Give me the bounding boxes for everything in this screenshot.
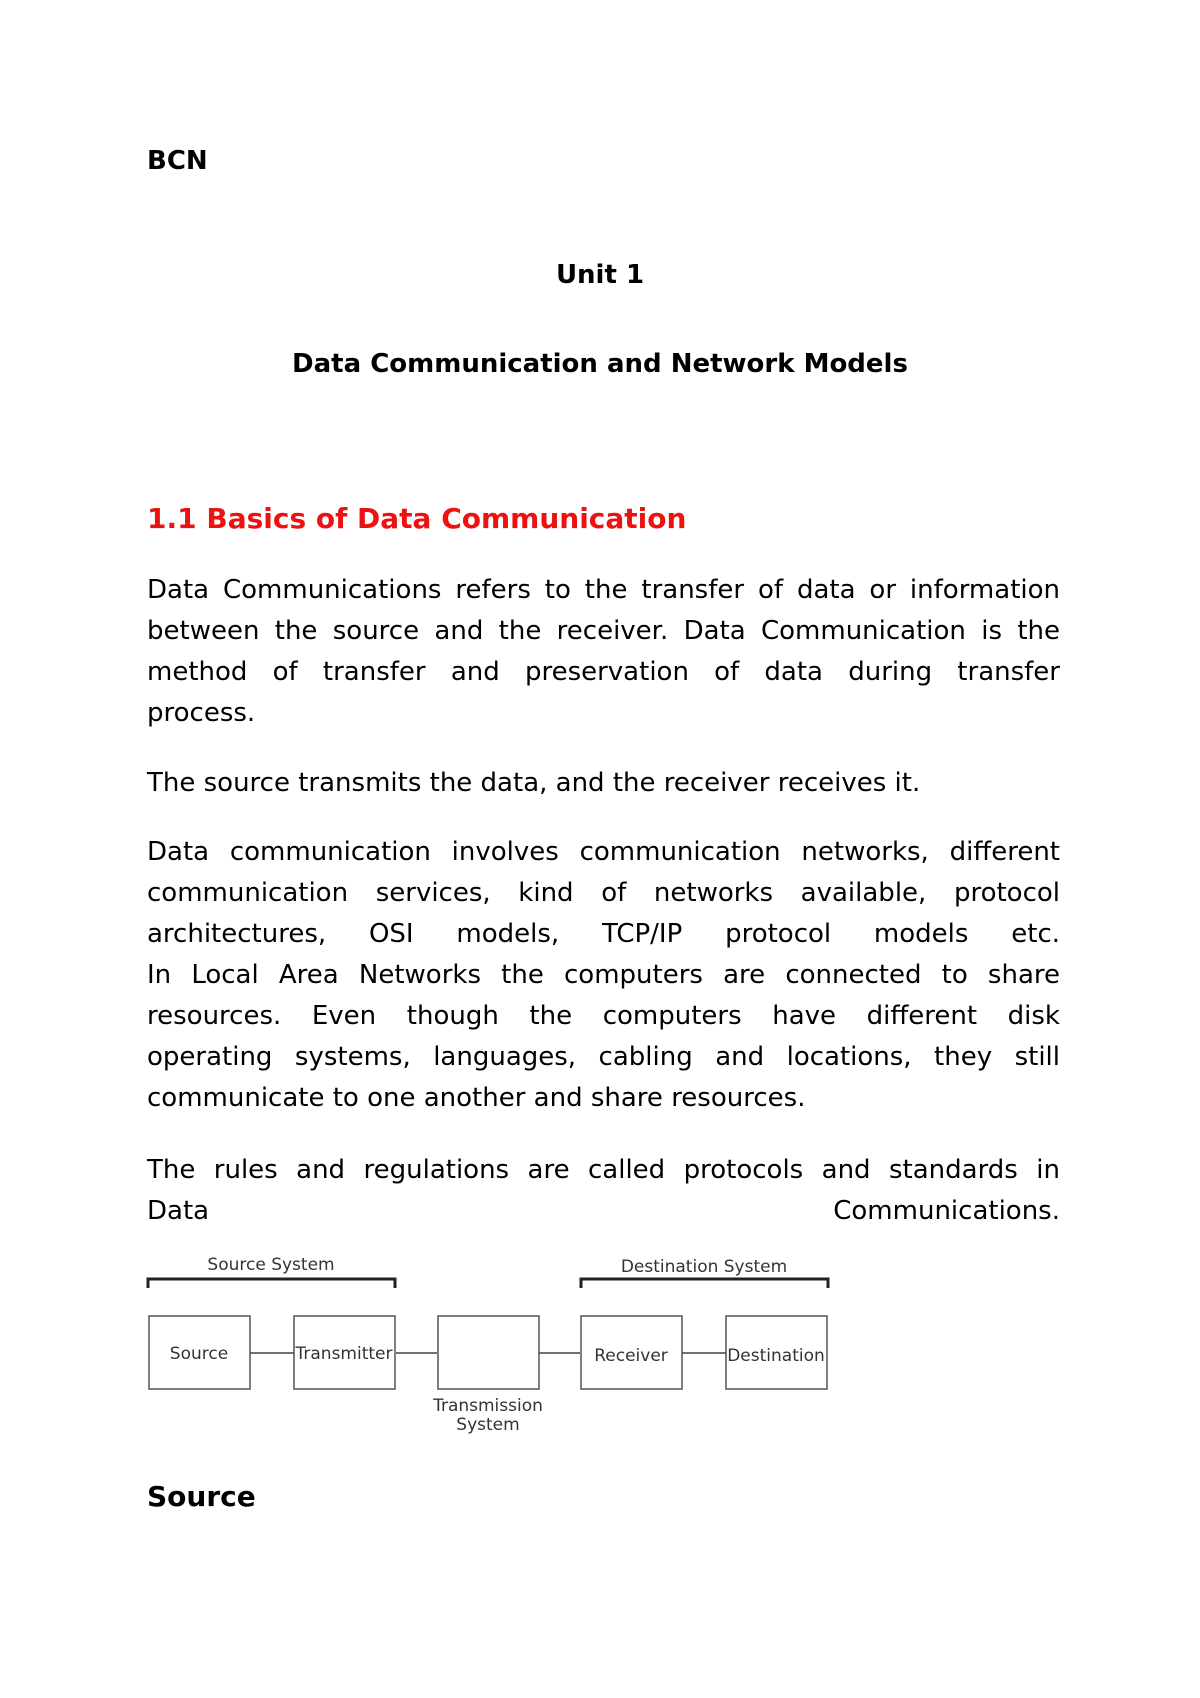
course-code: BCN [147,146,208,176]
paragraph-line: architectures, OSI models, TCP/IP protocol models etc. [147,919,1060,949]
paragraph-line: Data communication involves communication networks, different [147,837,1060,867]
paragraph-line: The rules and regulations are called protocols and standards in [147,1155,1060,1185]
paragraph-line: communicate to one another and share resources. [147,1083,806,1113]
paragraph-line: Data Communications refers to the transfer of data or information [147,575,1060,605]
paragraph-word: Data [147,1196,210,1226]
transmitter-box-label: Transmitter [295,1344,393,1364]
transmission-label-line1: Transmission [433,1396,543,1416]
section-heading: 1.1 Basics of Data Communication [147,502,687,535]
paragraph-line: resources. Even though the computers have different disk [147,1001,1060,1031]
paragraph-1 [147,570,1060,734]
receiver-box-label: Receiver [594,1346,668,1366]
paragraph-line: between the source and the receiver. Data Communication is the [147,616,1060,646]
transmission-label-line2: System [456,1415,520,1435]
destination-system-label: Destination System [620,1257,788,1277]
destination-box-label: Destination [727,1346,825,1366]
source-subheading: Source [147,1480,256,1513]
transmission-box [438,1316,539,1389]
diagram-svg [140,1250,840,1435]
paragraph-3 [147,832,1060,1119]
paragraph-4 [147,1150,1060,1232]
paragraph-2 [147,763,1060,804]
paragraph-line [147,1191,1060,1232]
paragraph-line: method of transfer and preservation of data during transfer [147,657,1060,687]
source-system-bracket [148,1279,395,1288]
unit-title: Unit 1 [555,260,645,290]
destination-system-bracket [581,1279,828,1288]
paragraph-line: In Local Area Networks the computers are connected to share [147,960,1060,990]
chapter-title: Data Communication and Network Models [292,349,908,379]
paragraph-word: Communications. [833,1196,1060,1226]
paragraph-line: process. [147,698,256,728]
paragraph-line: operating systems, languages, cabling and locations, they still [147,1042,1060,1072]
communication-model-diagram [140,1250,840,1435]
paragraph-line: The source transmits the data, and the receiver receives it. [147,768,921,798]
source-system-label: Source System [207,1255,335,1275]
source-box-label: Source [169,1344,229,1364]
paragraph-line: communication services, kind of networks available, protocol [147,878,1060,908]
